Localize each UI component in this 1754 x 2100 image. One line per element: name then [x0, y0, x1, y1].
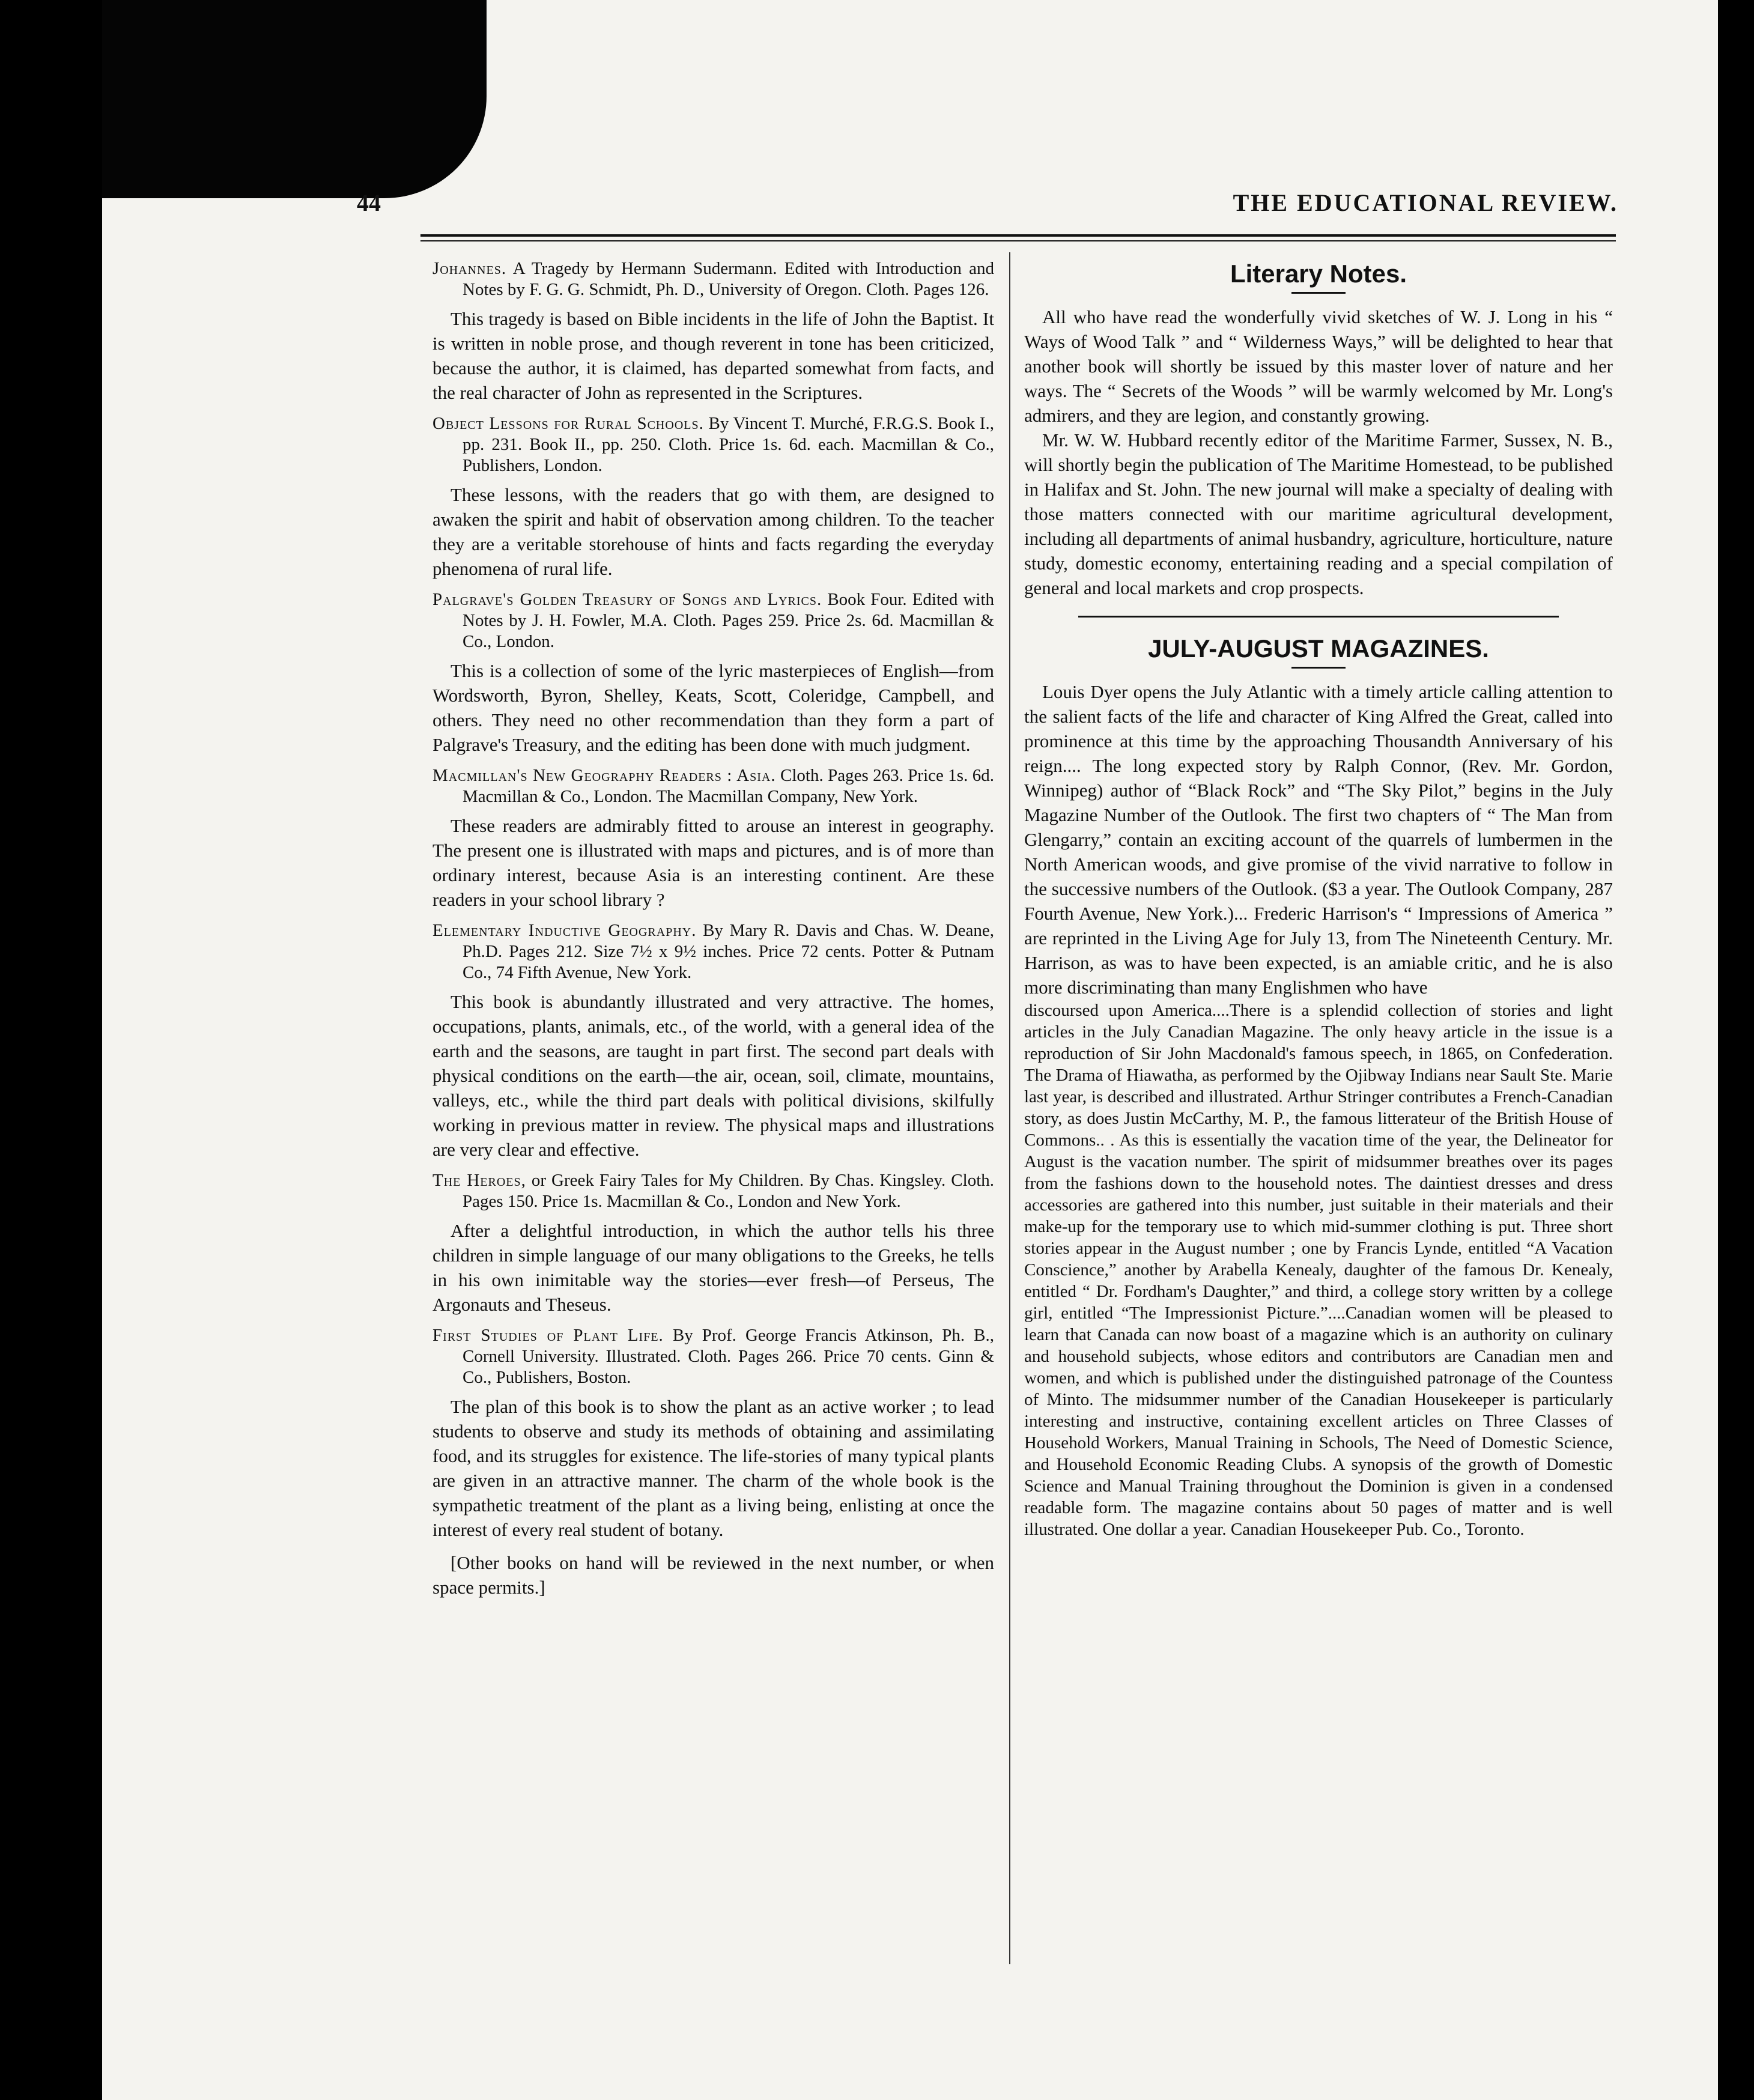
review-entry — [432, 413, 994, 581]
review-entry — [432, 1170, 994, 1317]
header-rule-bottom — [420, 240, 1616, 241]
book-title: Johannes. — [432, 259, 507, 278]
review-citation — [432, 920, 994, 983]
book-details: By Mary R. Davis and Chas. W. Deane, Ph.D. Pages 212. Size 7½ x 9½ inches. Price 72 cents. Potter & Putnam Co., 74 Fifth Avenue, New York. — [463, 921, 994, 982]
review-text: These lessons, with the readers that go with them, are designed to awaken the spirit and habit of observation among children. To the teacher they are a veritable storehouse of hints and facts regarding the everyday phenomena of rural life. — [432, 484, 994, 579]
section-separator — [1078, 616, 1559, 618]
magazines-paragraph-continued: discoursed upon America....There is a splendid collection of stories and light articles in the July Canadian Magazine. The only heavy article in the issue is a reproduction of Sir John Macdonald's famous speech, in 1865, on Confederation. The Drama of Hiawatha, as performed by the Ojibway Indians near Sault Ste. Marie last year, is described and illustrated. Arthur Stringer contributes a French-Canadian story, as does Justin McCarthy, M. P., the famous litterateur of the British House of Commons.. . As this is essentially the vacation time of the year, the Delineator for August is the vacation number. The spirit of midsummer breathes over its pages from the fashions down to the household notes. The daintiest dresses and dress accessories are gathered into this number, just suitable in their materials and their make-up for the temporary use to which mid-summer clothing is put. Three short stories appear in the August number ; one by Francis Lynde, entitled “A Vacation Conscience,” another by Arabella Kenealy, daughter of the famous Dr. Kenealy, entitled “ Dr. Fordham's Daughter,” and third, a college story written by a college girl, entitled “The Impressionist Picture.”....Canadian women will be pleased to learn that Canada can now boast of a magazine which is an authority on culinary and household subjects, whose editors and contributors are Canadian men and women, and which is published under the distinguished patronage of the Countess of Minto. The midsummer number of the Canadian Housekeeper is particularly interesting and instructive, containing excellent articles on Three Classes of Household Workers, Manual Training in Schools, The Need of Domestic Science, and Household Economic Reading Clubs. A synopsis of the growth of Domestic Science and Manual Training throughout the Dominion is given in a condensed readable form. The magazine contains about 50 pages of matter and is well illustrated. One dollar a year. Canadian Housekeeper Pub. Co., Toronto. — [1024, 1001, 1613, 1539]
book-details: By Vincent T. Murché, F.R.G.S. Book I., pp. 231. Book II., pp. 250. Cloth. Price 1s. 6d. each. Macmillan & Co., Publishers, London. — [463, 414, 994, 475]
review-text: This is a collection of some of the lyric masterpieces of English—from Wordsworth, Byron, Shelley, Keats, Scott, Coleridge, Campbell, and others. They need no other recommendation than they form a part of Palgrave's Treasury, and the editing has been done with much judgment. — [432, 660, 994, 755]
review-text: After a delightful introduction, in which the author tells his three children in simple language of our many obligations to the Greeks, he tells in his own inimitable way the stories—ever fresh—of Perseus, The Argonauts and Theseus. — [432, 1220, 994, 1315]
book-title: Elementary Inductive Geography. — [432, 921, 697, 940]
heading-rule — [1291, 292, 1346, 294]
book-title: Object Lessons for Rural Schools. — [432, 414, 704, 433]
page-number: 44 — [357, 189, 381, 216]
book-title: Palgrave's Golden Treasury of Songs and Lyrics. — [432, 590, 822, 609]
book-details: Cloth. Pages 263. Price 1s. 6d. Macmillan & Co., London. The Macmillan Company, New York. — [463, 766, 994, 806]
review-entry — [432, 920, 994, 1162]
book-title: Macmillan's New Geography Readers : Asia. — [432, 766, 776, 785]
column-divider — [1009, 252, 1010, 1964]
running-head: THE EDUCATIONAL REVIEW. — [1233, 189, 1618, 216]
notes-column — [1024, 258, 1613, 1540]
book-details: or Greek Fairy Tales for My Children. By Chas. Kingsley. Cloth. Pages 150. Price 1s. Macmillan & Co., London and New York. — [463, 1171, 994, 1211]
review-citation — [432, 1170, 994, 1212]
binding-shadow — [102, 0, 487, 198]
book-reviews-column — [432, 258, 994, 1600]
magazines-heading: JULY-AUGUST MAGAZINES. — [1148, 634, 1489, 663]
review-citation — [432, 258, 994, 300]
review-text: The plan of this book is to show the plant as an active worker ; to lead students to observe and study its methods of obtaining and assimilating food, and its struggles for existence. The life-stories of many typical plants are given in an attractive manner. The charm of the whole book is the sympathetic treatment of the plant as a living being, enlisting at once the interest of every real student of botany. — [432, 1396, 994, 1540]
book-details: By Prof. George Francis Atkinson, Ph. B., Cornell University. Illustrated. Cloth. Pages 266. Price 70 cents. Ginn & Co., Publishers, Boston. — [463, 1326, 994, 1387]
review-text: This tragedy is based on Bible incidents in the life of John the Baptist. It is written in noble prose, and though reverent in tone has been criticized, because the author, it is claimed, has departed somewhat from facts, and the real character of John as represented in the Scriptures. — [432, 308, 994, 403]
literary-note-paragraph: All who have read the wonderfully vivid sketches of W. J. Long in his “ Ways of Wood Talk ” and “ Wilderness Ways,” will be delighted to hear that another book will shortly be issued by this master lover of nature and her ways. The “ Secrets of the Woods ” will be warmly welcomed by Mr. Long's admirers, and they are legion, and constantly growing. — [1024, 306, 1613, 426]
review-citation — [432, 1325, 994, 1388]
review-entry — [432, 589, 994, 757]
review-entry — [432, 765, 994, 912]
book-details: A Tragedy by Hermann Sudermann. Edited with Introduction and Notes by F. G. G. Schmidt, Ph. D., University of Oregon. Cloth. Pages 126. — [463, 259, 994, 299]
literary-note-paragraph: Mr. W. W. Hubbard recently editor of the Maritime Farmer, Sussex, N. B., will shortly begin the publication of The Maritime Homestead, to be published in Halifax and St. John. The new journal will make a specialty of dealing with those matters connected with our maritime agricultural development, including all departments of animal husbandry, agriculture, horticulture, nature study, domestic economy, entertaining reading and a special compilation of general and local markets and crop prospects. — [1024, 429, 1613, 598]
book-title: First Studies of Plant Life. — [432, 1326, 664, 1345]
header-rule-top — [420, 234, 1616, 237]
book-details: Book Four. Edited with Notes by J. H. Fowler, M.A. Cloth. Pages 259. Price 2s. 6d. Macmillan & Co., London. — [463, 590, 995, 651]
literary-notes-heading: Literary Notes. — [1230, 259, 1407, 288]
review-citation — [432, 413, 994, 476]
review-text: These readers are admirably fitted to arouse an interest in geography. The present one is illustrated with maps and pictures, and is of more than ordinary interest, because Asia is an interesting continent. Are these readers in your school library ? — [432, 815, 994, 910]
book-title: The Heroes, — [432, 1171, 526, 1190]
review-entry — [432, 258, 994, 405]
closing-note: [Other books on hand will be reviewed in the next number, or when space permits.] — [432, 1552, 994, 1598]
heading-rule — [1291, 667, 1346, 669]
review-citation — [432, 765, 994, 807]
review-citation — [432, 589, 994, 652]
page-header — [357, 189, 1618, 225]
review-entry — [432, 1325, 994, 1542]
review-text: This book is abundantly illustrated and very attractive. The homes, occupations, plants, animals, etc., of the world, with a general idea of the earth and the seasons, are taught in part first. The second part deals with physical conditions on the earth—the air, ocean, soil, climate, mountains, valleys, etc., while the third part deals with political divisions, skilfully working in previous matter in review. The physical maps and illustrations are very clear and effective. — [432, 991, 994, 1160]
magazines-paragraph: Louis Dyer opens the July Atlantic with a timely article calling attention to the salient facts of the life and character of King Alfred the Great, called into prominence at this time by the approaching Thousandth Anniversary of his reign.... The long expected story by Ralph Connor, (Rev. Mr. Gordon, Winnipeg) author of “Black Rock” and “The Sky Pilot,” begins in the July Magazine Number of the Outlook. The first two chapters of “ The Man from Glengarry,” contain an exciting account of the quarrels of lumbermen in the North American woods, and give promise of the vivid narrative to follow in the successive numbers of the Outlook. ($3 a year. The Outlook Company, 287 Fourth Avenue, New York.)... Frederic Harrison's “ Impressions of America ” are reprinted in the Living Age for July 13, from The Nineteenth Century. Mr. Harrison, as was to have been expected, is an amiable critic, and he is also more discriminating than many Englishmen who have — [1024, 681, 1613, 998]
